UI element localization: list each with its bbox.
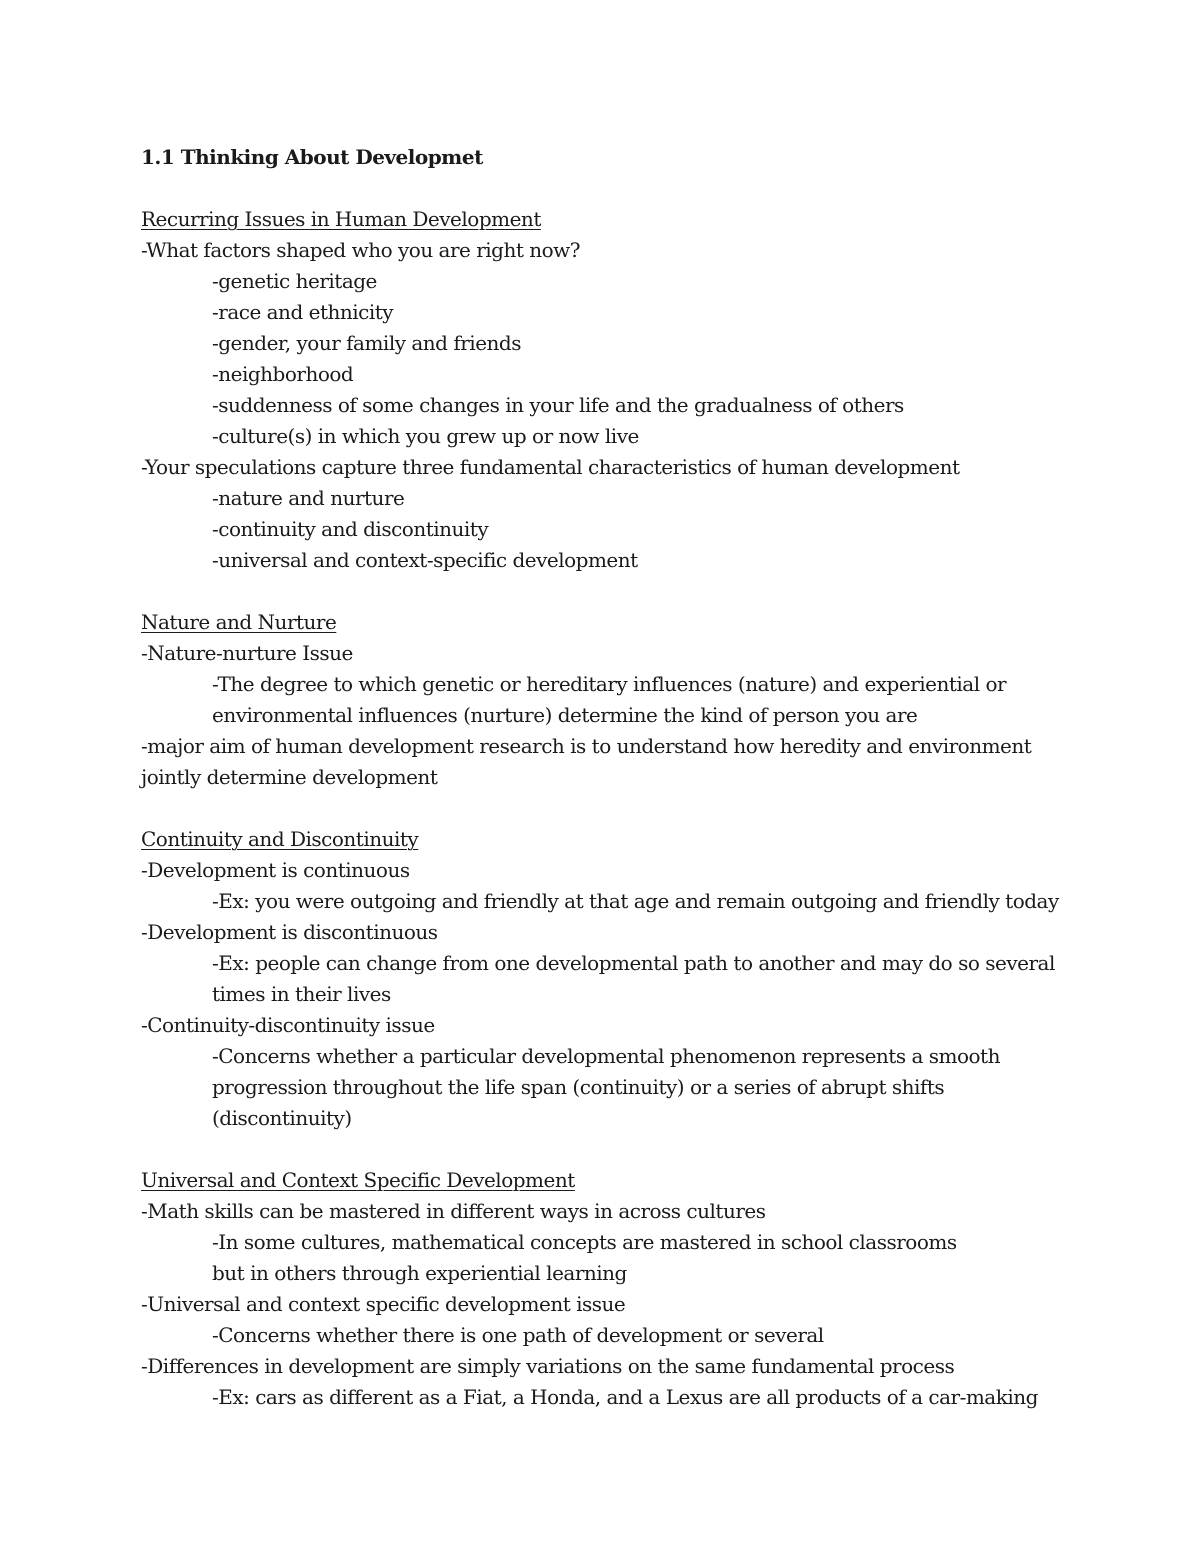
sub-bullet-line: -race and ethnicity	[212, 300, 394, 324]
sub-bullet-line: -genetic heritage	[212, 269, 377, 293]
bullet-line: -Your speculations capture three fundamental characteristics of human development	[141, 455, 960, 479]
section	[141, 204, 1080, 576]
document-body	[141, 204, 1080, 1413]
section-heading: Recurring Issues in Human Development	[141, 207, 541, 231]
section-heading: Nature and Nurture	[141, 610, 337, 634]
bullet-line: jointly determine development	[141, 765, 438, 789]
section	[141, 824, 1080, 1134]
sub-bullet-line: times in their lives	[212, 982, 391, 1006]
bullet-line: -Universal and context specific development issue	[141, 1292, 626, 1316]
sub-bullet-line: -gender, your family and friends	[212, 331, 521, 355]
section-heading: Continuity and Discontinuity	[141, 827, 419, 851]
sub-bullet-line: -The degree to which genetic or hereditary influences (nature) and experiential or	[212, 672, 1007, 696]
sub-bullet-line: -suddenness of some changes in your life and the gradualness of others	[212, 393, 904, 417]
sub-bullet-line: -universal and context-specific development	[212, 548, 638, 572]
sub-bullet-line: -Concerns whether there is one path of development or several	[212, 1323, 824, 1347]
section-heading: Universal and Context Specific Development	[141, 1168, 575, 1192]
bullet-line: -Development is continuous	[141, 858, 410, 882]
sub-bullet-line: -Ex: people can change from one developmental path to another and may do so several	[212, 951, 1055, 975]
sub-bullet-line: -neighborhood	[212, 362, 354, 386]
sub-bullet-line: environmental influences (nurture) determine the kind of person you are	[212, 703, 918, 727]
section	[141, 607, 1080, 793]
sub-bullet-line: but in others through experiential learning	[212, 1261, 627, 1285]
sub-bullet-line: -continuity and discontinuity	[212, 517, 489, 541]
sub-bullet-line: -In some cultures, mathematical concepts are mastered in school classrooms	[212, 1230, 957, 1254]
bullet-line: -Math skills can be mastered in different ways in across cultures	[141, 1199, 766, 1223]
bullet-line: -Continuity-discontinuity issue	[141, 1013, 435, 1037]
bullet-line: -What factors shaped who you are right now?	[141, 238, 581, 262]
sub-bullet-line: -Concerns whether a particular developmental phenomenon represents a smooth	[212, 1044, 1000, 1068]
sub-bullet-line: -Ex: cars as different as a Fiat, a Honda, and a Lexus are all products of a car-making	[212, 1385, 1038, 1409]
sub-bullet-line: -Ex: you were outgoing and friendly at that age and remain outgoing and friendly today	[212, 889, 1059, 913]
page-title: 1.1 Thinking About Developmet	[141, 145, 483, 169]
sub-bullet-line: -culture(s) in which you grew up or now live	[212, 424, 639, 448]
sub-bullet-line: progression throughout the life span (continuity) or a series of abrupt shifts	[212, 1075, 945, 1099]
section	[141, 1165, 1080, 1413]
sub-bullet-line: (discontinuity)	[212, 1106, 352, 1130]
sub-bullet-line: -nature and nurture	[212, 486, 405, 510]
bullet-line: -Development is discontinuous	[141, 920, 438, 944]
bullet-line: -Differences in development are simply variations on the same fundamental process	[141, 1354, 955, 1378]
bullet-line: -major aim of human development research is to understand how heredity and environment	[141, 734, 1032, 758]
bullet-line: -Nature-nurture Issue	[141, 641, 353, 665]
